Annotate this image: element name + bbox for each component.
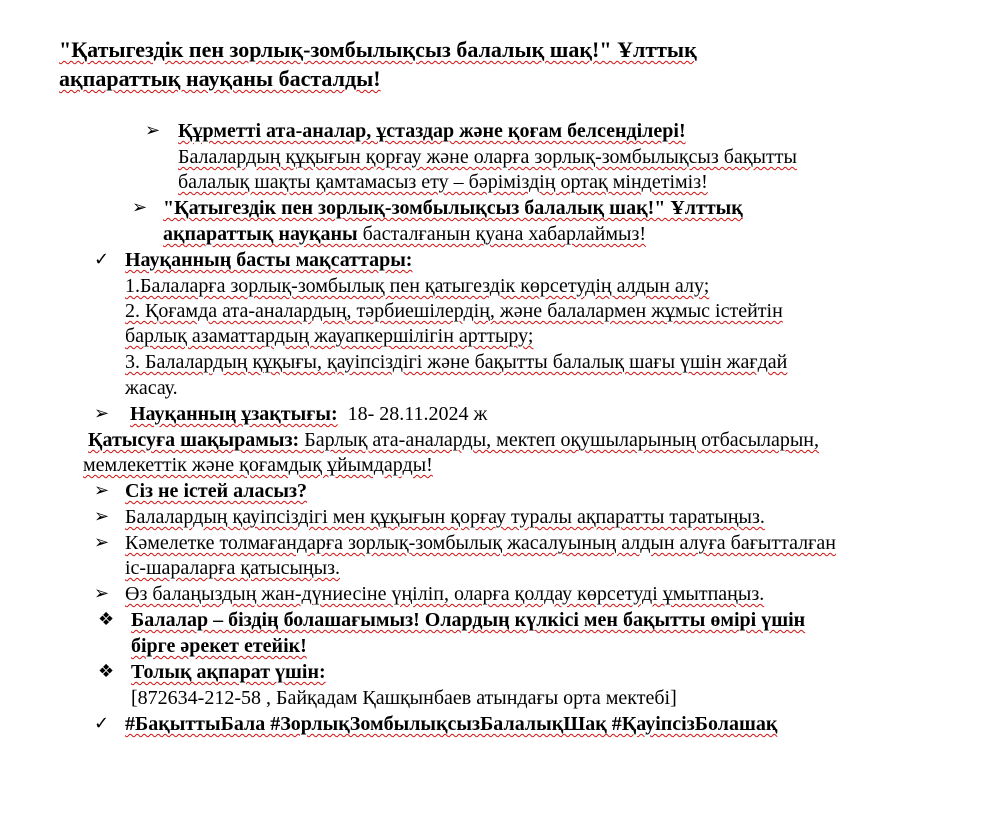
greeting-body-line-1: Балалардың құқығын қорғау және оларға зорлық-зомбылықсыз бақытты <box>178 146 797 168</box>
slogan-line-2: бірге әрекет етейік! <box>131 635 307 657</box>
duration-line <box>130 402 487 426</box>
check-bullet-icon: ✓ <box>94 249 110 270</box>
info-label: Толық ақпарат үшін: <box>131 661 326 683</box>
action-item-1: Балалардың қауіпсіздігі мен құқығын қорғау туралы ақпаратты таратыңыз. <box>125 506 765 528</box>
hashtags: #БақыттыБала #ЗорлықЗомбылықсызБалалықШақ #ҚауіпсізБолашақ <box>125 713 778 735</box>
actions-heading: Сіз не істей аласыз? <box>125 480 308 502</box>
action-item-2-line-1: Кәмелетке толмағандарға зорлық-зомбылық жасалуының алдын алуға бағытталған <box>125 532 836 554</box>
arrow-bullet-icon: ➢ <box>94 480 110 501</box>
invitation-text: Барлық ата-аналарды, мектеп оқушыларының отбасыларын, <box>299 429 819 451</box>
action-item-2-line-2: іс-шараларға қатысыңыз. <box>125 557 340 579</box>
arrow-bullet-icon: ➢ <box>94 506 110 527</box>
invitation-line-2: мемлекеттік және қоғамдық ұйымдарды! <box>83 454 433 476</box>
duration-value: 18- 28.11.2024 ж <box>347 403 488 425</box>
action-item-3: Өз балаңыздың жан-дүниесіне үңіліп, оларға қолдау көрсетуді ұмытпаңыз. <box>125 583 765 605</box>
goal-item-2-line-2: барлық азаматтардың жауапкершілігін арттыру; <box>125 325 534 347</box>
greeting-heading: Құрметті ата-аналар, ұстаздар және қоғам белсенділері! <box>178 120 686 142</box>
slogan-line-1: Балалар – біздің болашағымыз! Олардың күлкісі мен бақытты өмірі үшін <box>131 609 806 631</box>
arrow-bullet-icon: ➢ <box>94 583 110 604</box>
page-title-line-1: "Қатыгездік пен зорлық-зомбылықсыз балалық шақ!" Ұлттық <box>59 37 697 62</box>
goal-item-3-line-2: жасау. <box>125 377 178 399</box>
announcement-line-2 <box>163 222 646 246</box>
arrow-bullet-icon: ➢ <box>94 403 110 424</box>
goal-item-3-line-1: 3. Балалардың құқығы, қауіпсіздігі және бақытты балалық шағы үшін жағдай <box>125 351 788 373</box>
invitation-label: Қатысуға шақырамыз: <box>88 429 300 451</box>
announcement-rest: басталғанын қуана хабарлаймыз! <box>357 223 647 245</box>
page-title-line-2: ақпараттық науқаны басталды! <box>59 66 381 91</box>
announcement-bold: ақпараттық науқаны <box>163 223 358 245</box>
invitation-line-1 <box>88 428 819 452</box>
arrow-bullet-icon: ➢ <box>132 197 148 218</box>
goals-heading: Науқанның басты мақсаттары: <box>125 249 413 271</box>
greeting-body-line-2: балалық шақты қамтамасыз ету – бәріміздің ортақ міндетіміз! <box>178 171 708 193</box>
arrow-bullet-icon: ➢ <box>94 532 110 553</box>
goal-item-1: 1.Балаларға зорлық-зомбылық пен қатыгездік көрсетудің алдын алу; <box>125 275 710 297</box>
diamond-bullet-icon: ❖ <box>98 609 115 630</box>
diamond-bullet-icon: ❖ <box>98 661 115 682</box>
arrow-bullet-icon: ➢ <box>145 120 161 141</box>
goal-item-2-line-1: 2. Қоғамда ата-аналардың, тәрбиешілердің, және балалармен жұмыс істейтін <box>125 300 783 322</box>
check-bullet-icon: ✓ <box>94 713 110 734</box>
announcement-line-1: "Қатыгездік пен зорлық-зомбылықсыз балалық шақ!" Ұлттық <box>163 197 743 219</box>
info-contact: [872634-212-58 , Байқадам Қашқынбаев атындағы орта мектебі] <box>131 687 677 709</box>
duration-label: Науқанның ұзақтығы: <box>130 403 338 425</box>
